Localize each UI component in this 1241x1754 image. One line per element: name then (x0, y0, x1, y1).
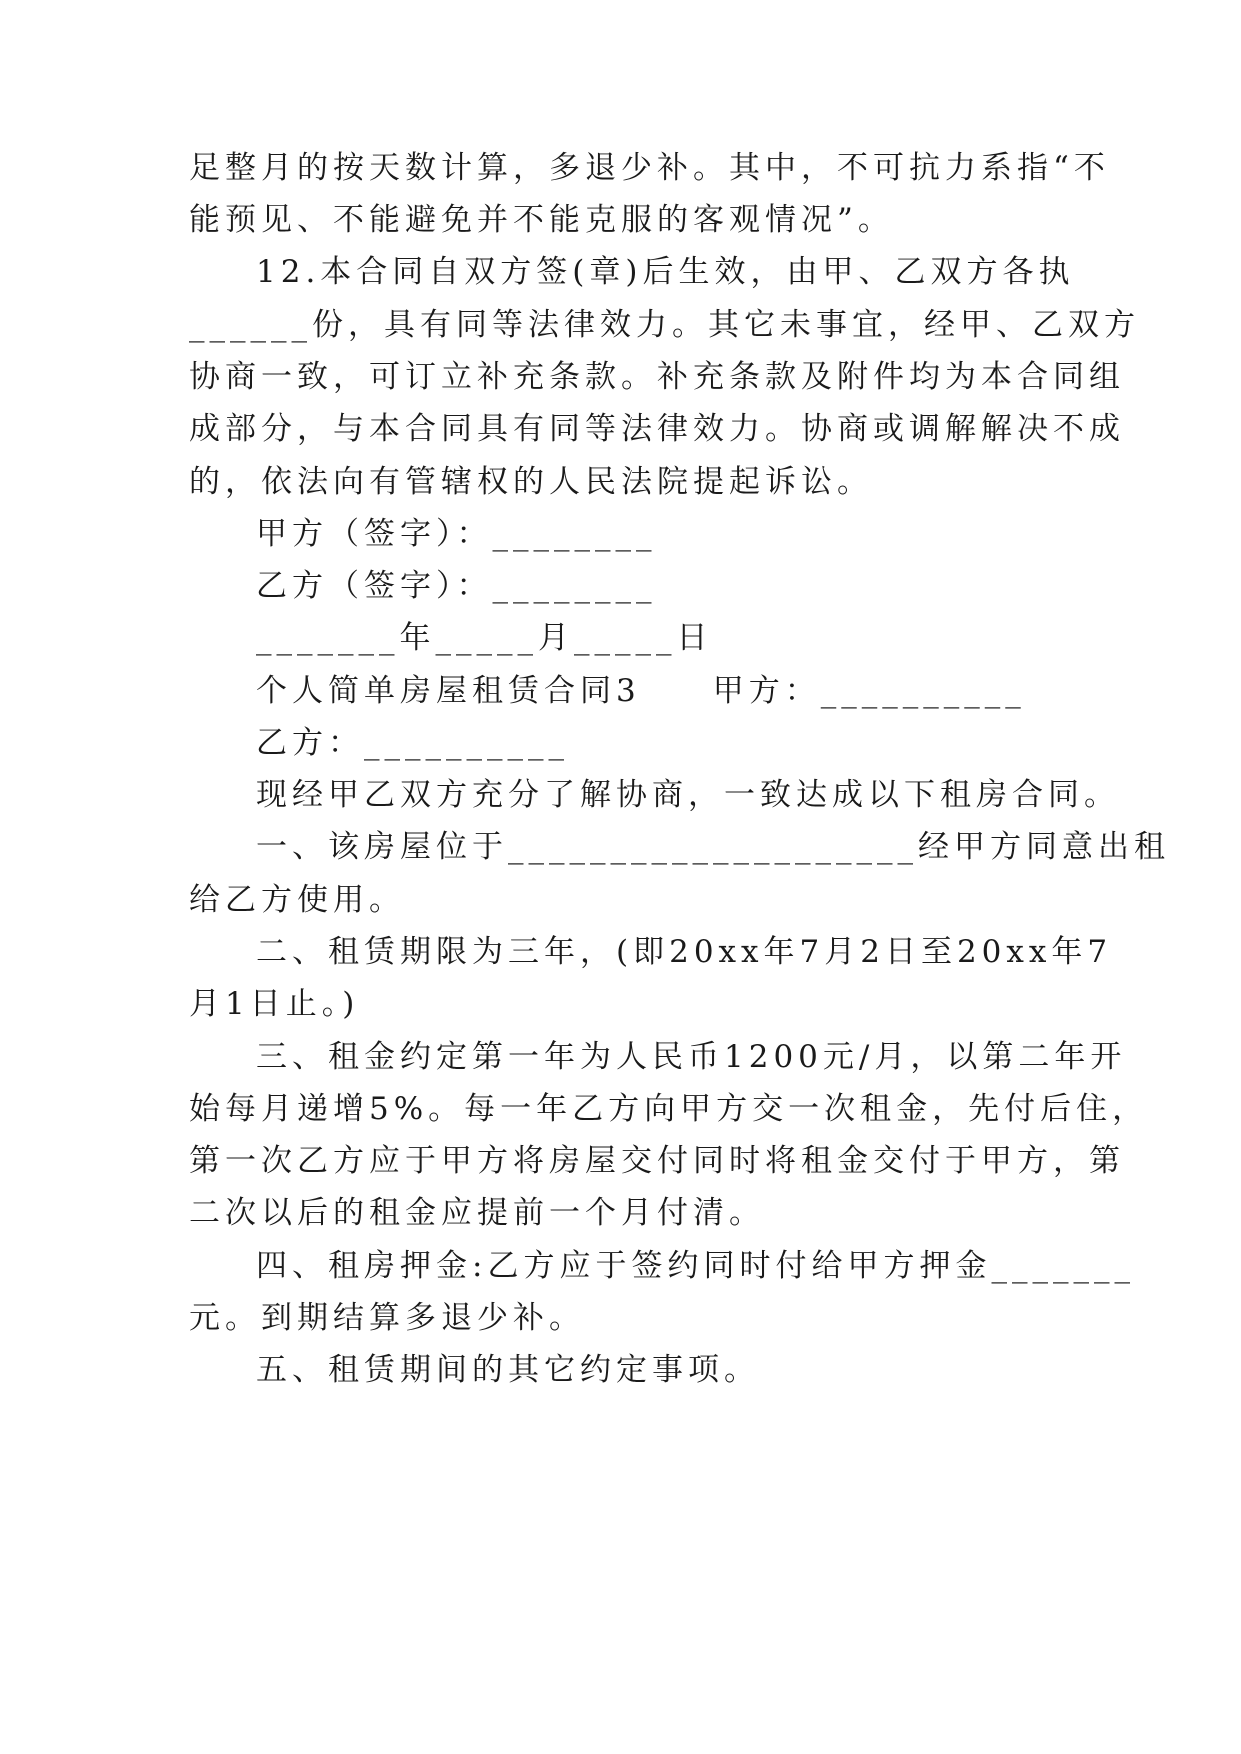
text-line: 能预见、不能避免并不能克服的客观情况”。 (189, 202, 894, 238)
clause-2-line: 二、租赁期限为三年，(即20xx年7月2日至20xx年7 (256, 934, 1113, 970)
text-line: 月1日止。) (189, 986, 360, 1022)
text-line: ______份，具有同等法律效力。其它未事宜，经甲、乙双方 (189, 307, 1140, 343)
party-b-signature-line: 乙方（签字）：________ (256, 568, 657, 604)
contract-title-line: 个人简单房屋租赁合同3 甲方：__________ (256, 673, 1026, 709)
clause-4-line: 四、租房押金:乙方应于签约同时付给甲方押金_______ (256, 1248, 1135, 1284)
clause-1-line: 一、该房屋位于____________________经甲方同意出租 (256, 829, 1170, 865)
text-line: 给乙方使用。 (189, 882, 405, 918)
clause-3-line: 三、租金约定第一年为人民币1200元/月，以第二年开 (256, 1039, 1127, 1075)
text-line: 协商一致，可订立补充条款。补充条款及附件均为本合同组 (189, 359, 1125, 395)
text-line: 足整月的按天数计算，多退少补。其中，不可抗力系指“不 (189, 150, 1110, 186)
text-line: 二次以后的租金应提前一个月付清。 (189, 1195, 765, 1231)
party-b-line: 乙方：__________ (256, 725, 569, 761)
text-line: 元。到期结算多退少补。 (189, 1300, 585, 1336)
clause-5-line: 五、租赁期间的其它约定事项。 (256, 1352, 760, 1388)
intro-line: 现经甲乙双方充分了解协商，一致达成以下租房合同。 (256, 777, 1120, 813)
date-line: _______年_____月_____日 (256, 620, 713, 656)
text-line: 的，依法向有管辖权的人民法院提起诉讼。 (189, 464, 873, 500)
text-line: 第一次乙方应于甲方将房屋交付同时将租金交付于甲方，第 (189, 1143, 1125, 1179)
text-line: 成部分，与本合同具有同等法律效力。协商或调解解决不成 (189, 411, 1125, 447)
text-line: 始每月递增5%。每一年乙方向甲方交一次租金，先付后住， (189, 1091, 1149, 1127)
party-a-signature-line: 甲方（签字）：________ (256, 516, 657, 552)
clause-12-line: 12.本合同自双方签(章)后生效，由甲、乙双方各执 (256, 254, 1075, 290)
